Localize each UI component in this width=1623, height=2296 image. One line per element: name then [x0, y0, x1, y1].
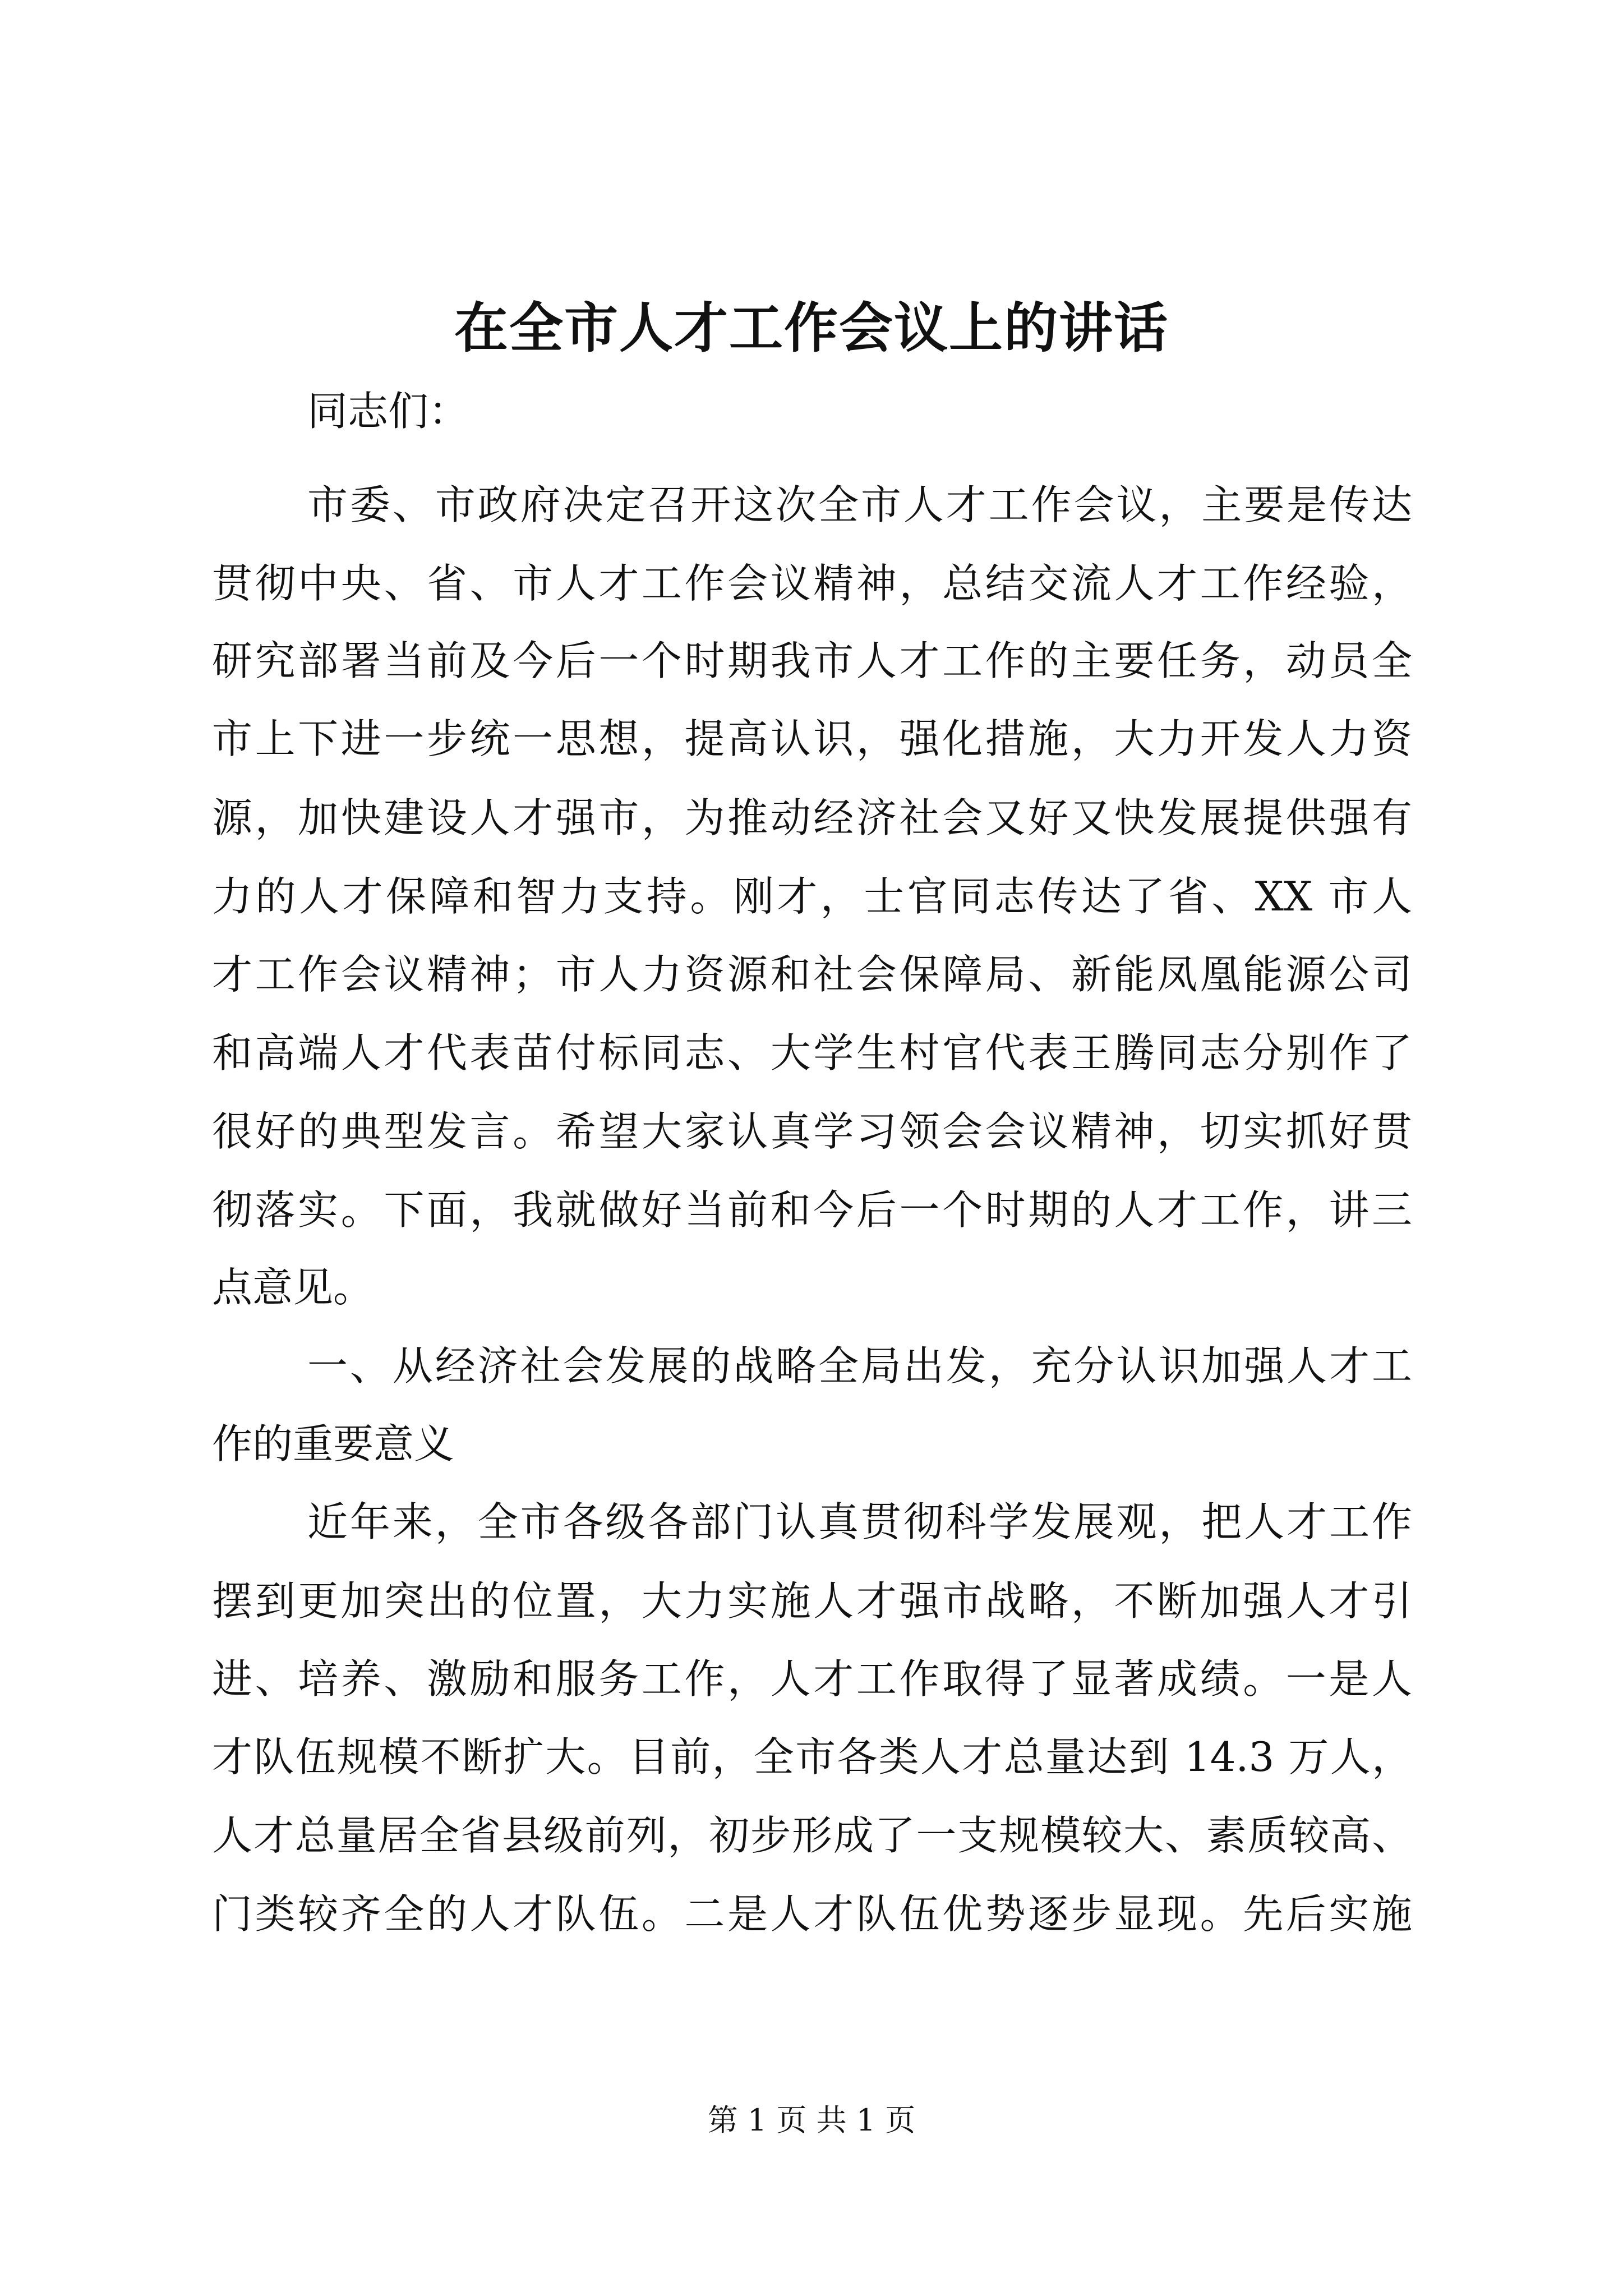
paragraph-line: 和高端人才代表苗付标同志、大学生村官代表王腾同志分别作了	[212, 1029, 1412, 1076]
paragraph-line: 近年来，全市各级各部门认真贯彻科学发展观，把人才工作	[307, 1498, 1412, 1545]
paragraph-line: 贯彻中央、省、市人才工作会议精神，总结交流人才工作经验，	[212, 560, 1412, 607]
paragraph-line: 彻落实。下面，我就做好当前和今后一个时期的人才工作，讲三	[212, 1186, 1412, 1234]
salutation: 同志们：	[307, 388, 469, 435]
paragraph-line: 研究部署当前及今后一个时期我市人才工作的主要任务，动员全	[212, 637, 1412, 684]
paragraph-line: 进、培养、激励和服务工作，人才工作取得了显著成绩。一是人	[212, 1655, 1412, 1703]
paragraph-line: 门类较齐全的人才队伍。二是人才队伍优势逐步显现。先后实施	[212, 1890, 1412, 1938]
paragraph-line: 人才总量居全省县级前列，初步形成了一支规模较大、素质较高、	[212, 1812, 1412, 1859]
page-number: 第 1 页 共 1 页	[707, 2102, 916, 2138]
paragraph-line: 摆到更加突出的位置，大力实施人才强市战略，不断加强人才引	[212, 1577, 1412, 1625]
paragraph-line: 点意见。	[212, 1264, 374, 1311]
paragraph-line: 源，加快建设人才强市，为推动经济社会又好又快发展提供强有	[212, 794, 1412, 841]
paragraph-line: 市上下进一步统一思想，提高认识，强化措施，大力开发人力资	[212, 715, 1412, 762]
paragraph-line: 很好的典型发言。希望大家认真学习领会会议精神，切实抓好贯	[212, 1108, 1412, 1155]
paragraph-line: 市委、市政府决定召开这次全市人才工作会议，主要是传达	[307, 481, 1412, 528]
document-title: 在全市人才工作会议上的讲话	[454, 296, 1169, 360]
section-heading-line: 作的重要意义	[212, 1420, 455, 1467]
paragraph-line: 才工作会议精神；市人力资源和社会保障局、新能凤凰能源公司	[212, 951, 1412, 998]
paragraph-line: 力的人才保障和智力支持。刚才，士官同志传达了省、XX 市人	[212, 873, 1412, 920]
paragraph-line: 才队伍规模不断扩大。目前，全市各类人才总量达到 14.3 万人，	[212, 1733, 1412, 1780]
section-heading-line: 一、从经济社会发展的战略全局出发，充分认识加强人才工	[307, 1342, 1412, 1389]
